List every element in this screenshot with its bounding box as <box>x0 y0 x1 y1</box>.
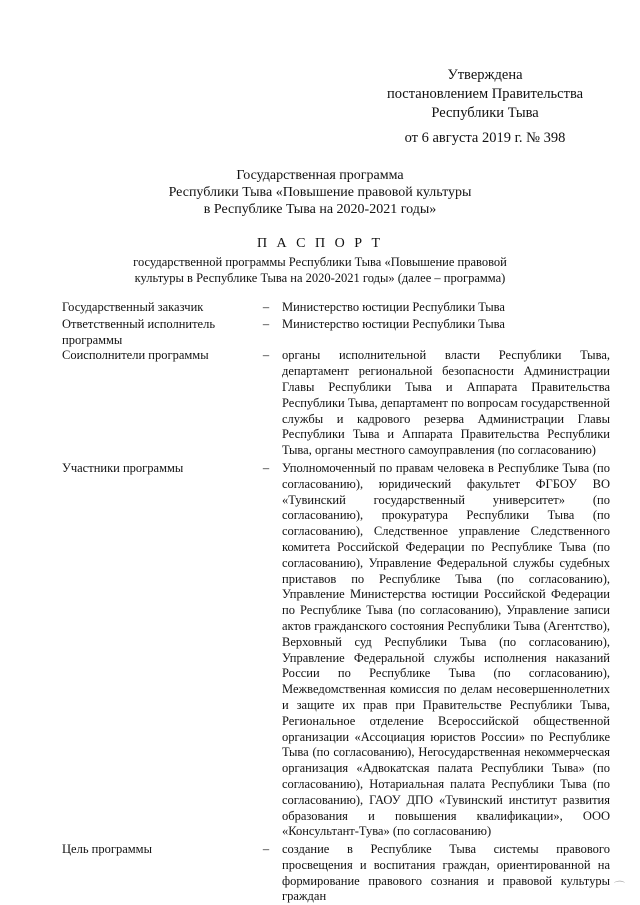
passport-subtitle: государственной программы Республики Тыва «Повышение правовой <box>133 255 507 269</box>
program-title <box>120 167 520 218</box>
row-value: Министерство юстиции Республики Тыва <box>282 300 505 314</box>
table-row <box>62 348 610 459</box>
page-corner-mark: ⌒ <box>612 881 623 893</box>
table-row <box>62 317 610 349</box>
row-dash: – <box>262 348 270 363</box>
passport-heading: П А С П О Р Т <box>256 236 384 251</box>
table-row <box>62 842 610 905</box>
table-row <box>62 461 610 840</box>
row-label: Государственный заказчик <box>62 300 204 314</box>
passport-heading-block <box>120 236 520 286</box>
program-title-line: Республики Тыва «Повышение правовой культуры <box>168 185 472 200</box>
approval-block <box>380 66 590 148</box>
row-dash: – <box>262 460 270 475</box>
approval-date: от 6 августа 2019 г. № 398 <box>404 130 566 146</box>
row-dash: – <box>262 300 270 314</box>
row-value: Уполномоченный по правам человека в Республике Тыва (по согласованию), юридический факультет ФГБОУ ВО «Тувинский государственный университет» (по согласованию), прокуратура Республики Тыва (по согласованию), Следственное управление Следственного комитета Российской Федерации по Республике Тыва (по согласованию), Управление Федеральной службы судебных приставов по Республике Тыва (по согласованию), Управление Министерства юстиции Российской Федерации по Республике Тыва (по согласованию), Управление записи актов гражданского состояния Республики Тыва (Агентство), Верховный суд Республики Тыва (по согласованию), Управление Федеральной службы исполнения наказаний России по Республике Тыва (по согласованию), Межведомственная комиссия по делам несовершеннолетних и защите их прав при Правительстве Республики Тыва, Региональное отделение Всероссийской общественной организации «Ассоциация юристов России» по Республике Тыва (по согласованию), Негосударственная некоммерческая организация «Адвокатская палата Республики Тыва» (по согласованию), Нотариальная палата Республики Тыва (по согласованию), ГАОУ ДПО «Тувинский институт развития образования и повышения квалификации», ООО «Консультант-Тува» (по согласованию) <box>282 460 610 839</box>
passport-table <box>62 300 610 905</box>
row-label: Цель программы <box>62 842 152 857</box>
row-label: Соисполнители программы <box>62 348 209 363</box>
approval-line: постановлением Правительства <box>386 86 584 102</box>
approval-line: Утверждена <box>447 67 523 83</box>
approval-line: Республики Тыва <box>431 105 539 121</box>
row-label: Ответственный исполнитель программы <box>62 316 216 347</box>
row-dash: – <box>262 316 270 331</box>
row-label: Участники программы <box>62 460 184 475</box>
row-value: создание в Республике Тыва системы правового просвещения и воспитания граждан, ориентированной на формирование правового сознания и правовой культуры граждан <box>282 842 610 904</box>
row-value: органы исполнительной власти Республики Тыва, департамент региональной безопасности Администрации Главы Республики Тыва и Аппарата Правительства Республики Тыва, департамент по вопросам государственной службы и кадрового резерва Администрации Главы Республики Тыва и Аппарата Правительства Республики Тыва, органы местного самоуправления (по согласованию) <box>282 348 610 458</box>
table-row <box>62 300 610 316</box>
row-dash: – <box>262 842 270 857</box>
passport-subtitle: культуры в Республике Тыва на 2020-2021 годы» (далее – программа) <box>134 271 506 285</box>
program-title-line: в Республике Тыва на 2020-2021 годы» <box>203 202 437 217</box>
row-value: Министерство юстиции Республики Тыва <box>282 316 505 331</box>
program-title-line: Государственная программа <box>236 168 404 183</box>
